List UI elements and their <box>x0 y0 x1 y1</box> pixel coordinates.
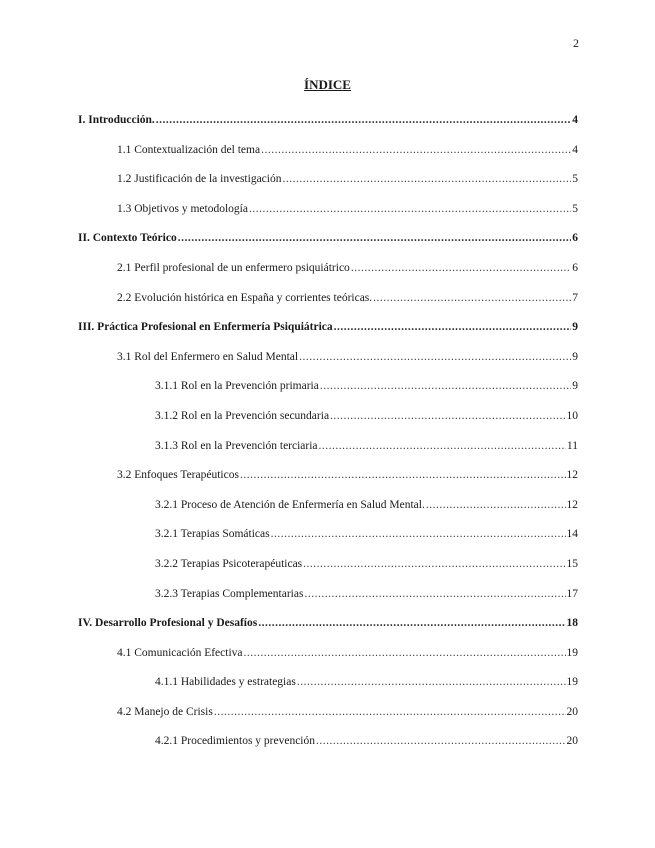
dot-leader <box>373 292 571 304</box>
toc-entry-page: 19 <box>566 646 578 659</box>
toc-entry-page: 12 <box>566 498 578 511</box>
dot-leader <box>320 380 571 392</box>
toc-entry <box>78 114 578 144</box>
dot-leader <box>303 558 565 570</box>
toc-entry-page: 20 <box>566 735 578 748</box>
toc-entry-label: 1.3 Objetivos y metodología <box>117 202 248 215</box>
toc-entry-label: 3.2.3 Terapias Complementarias <box>155 587 304 600</box>
toc-entry-label: 3.2.1 Proceso de Atención de Enfermería en Salud Mental. <box>155 498 425 511</box>
toc-entry-page: 20 <box>566 705 578 718</box>
toc-entry <box>78 203 578 233</box>
toc-entry-label: 3.2.2 Terapias Psicoterapéuticas <box>155 557 303 570</box>
page-number: 2 <box>573 36 579 50</box>
page-title: ÍNDICE <box>304 77 351 92</box>
toc-entry-page: 11 <box>566 439 578 452</box>
table-of-contents <box>78 114 578 765</box>
toc-entry <box>78 647 578 677</box>
toc-entry <box>78 735 578 765</box>
dot-leader <box>297 676 566 688</box>
dot-leader <box>319 440 566 452</box>
toc-entry-page: 17 <box>566 587 578 600</box>
toc-entry-label: II. Contexto Teórico <box>78 232 177 245</box>
toc-entry <box>78 173 578 203</box>
toc-entry-page: 15 <box>566 557 578 570</box>
toc-entry-label: 3.1.1 Rol en la Prevención primaria <box>155 380 319 393</box>
toc-entry <box>78 262 578 292</box>
toc-entry <box>78 558 578 588</box>
toc-entry-page: 6 <box>572 261 578 274</box>
toc-entry-label: I. Introducción. <box>78 114 155 126</box>
toc-entry-label: 3.1.2 Rol en la Prevención secundaria <box>155 409 330 422</box>
toc-entry-label: 2.1 Perfil profesional de un enfermero psiquiátrico <box>117 261 350 274</box>
toc-entry-page: 10 <box>566 409 578 422</box>
toc-entry-page: 12 <box>566 469 578 482</box>
toc-entry-page: 18 <box>566 617 578 630</box>
toc-entry-page: 6 <box>572 232 578 245</box>
dot-leader <box>282 173 571 185</box>
dot-leader <box>258 617 565 629</box>
toc-entry-page: 4 <box>572 114 578 126</box>
dot-leader <box>330 410 565 422</box>
toc-entry-label: 4.1.1 Habilidades y estrategias <box>155 676 296 689</box>
toc-entry-label: 4.2.1 Procedimientos y prevención <box>155 735 316 748</box>
toc-entry-label: 1.1 Contextualización del tema <box>117 143 261 156</box>
dot-leader <box>299 351 571 363</box>
toc-entry <box>78 617 578 647</box>
dot-leader <box>244 647 566 659</box>
toc-entry-page: 7 <box>572 291 578 304</box>
toc-entry-label: 1.2 Justificación de la investigación <box>117 173 282 186</box>
toc-entry-page: 9 <box>572 321 578 334</box>
dot-leader <box>426 499 566 511</box>
dot-leader <box>261 144 571 156</box>
dot-leader <box>249 203 571 215</box>
toc-entry-label: IV. Desarrollo Profesional y Desafíos <box>78 617 258 630</box>
toc-entry-label: 2.2 Evolución histórica en España y corrientes teóricas. <box>117 291 373 304</box>
toc-entry-label: III. Práctica Profesional en Enfermería Psiquiátrica <box>78 321 333 334</box>
dot-leader <box>304 588 565 600</box>
toc-entry <box>78 410 578 440</box>
toc-entry-label: 4.2 Manejo de Crisis <box>117 705 213 718</box>
toc-entry <box>78 469 578 499</box>
dot-leader <box>271 528 566 540</box>
toc-entry <box>78 706 578 736</box>
toc-entry <box>78 499 578 529</box>
toc-entry-label: 3.2 Enfoques Terapéuticos <box>117 469 239 482</box>
dot-leader <box>214 706 566 718</box>
toc-entry-page: 19 <box>566 676 578 689</box>
dot-leader <box>351 262 571 274</box>
toc-entry <box>78 144 578 174</box>
dot-leader <box>316 735 565 747</box>
toc-entry-page: 9 <box>572 350 578 363</box>
toc-entry-page: 4 <box>572 143 578 156</box>
dot-leader <box>178 232 572 244</box>
toc-entry-page: 14 <box>566 528 578 541</box>
toc-entry <box>78 528 578 558</box>
toc-entry <box>78 588 578 618</box>
dot-leader <box>334 321 572 333</box>
toc-entry <box>78 676 578 706</box>
toc-entry <box>78 232 578 262</box>
toc-entry-label: 3.1.3 Rol en la Prevención terciaria <box>155 439 318 452</box>
dot-leader <box>240 469 566 481</box>
toc-entry-page: 5 <box>572 173 578 186</box>
toc-entry <box>78 351 578 381</box>
toc-entry-page: 5 <box>572 202 578 215</box>
toc-entry <box>78 380 578 410</box>
toc-entry-label: 4.1 Comunicación Efectiva <box>117 646 243 659</box>
toc-entry-page: 9 <box>572 380 578 393</box>
toc-entry-label: 3.2.1 Terapias Somáticas <box>155 528 270 541</box>
toc-entry <box>78 292 578 322</box>
toc-entry <box>78 321 578 351</box>
toc-entry <box>78 440 578 470</box>
dot-leader <box>156 114 571 126</box>
toc-entry-label: 3.1 Rol del Enfermero en Salud Mental <box>117 350 299 363</box>
